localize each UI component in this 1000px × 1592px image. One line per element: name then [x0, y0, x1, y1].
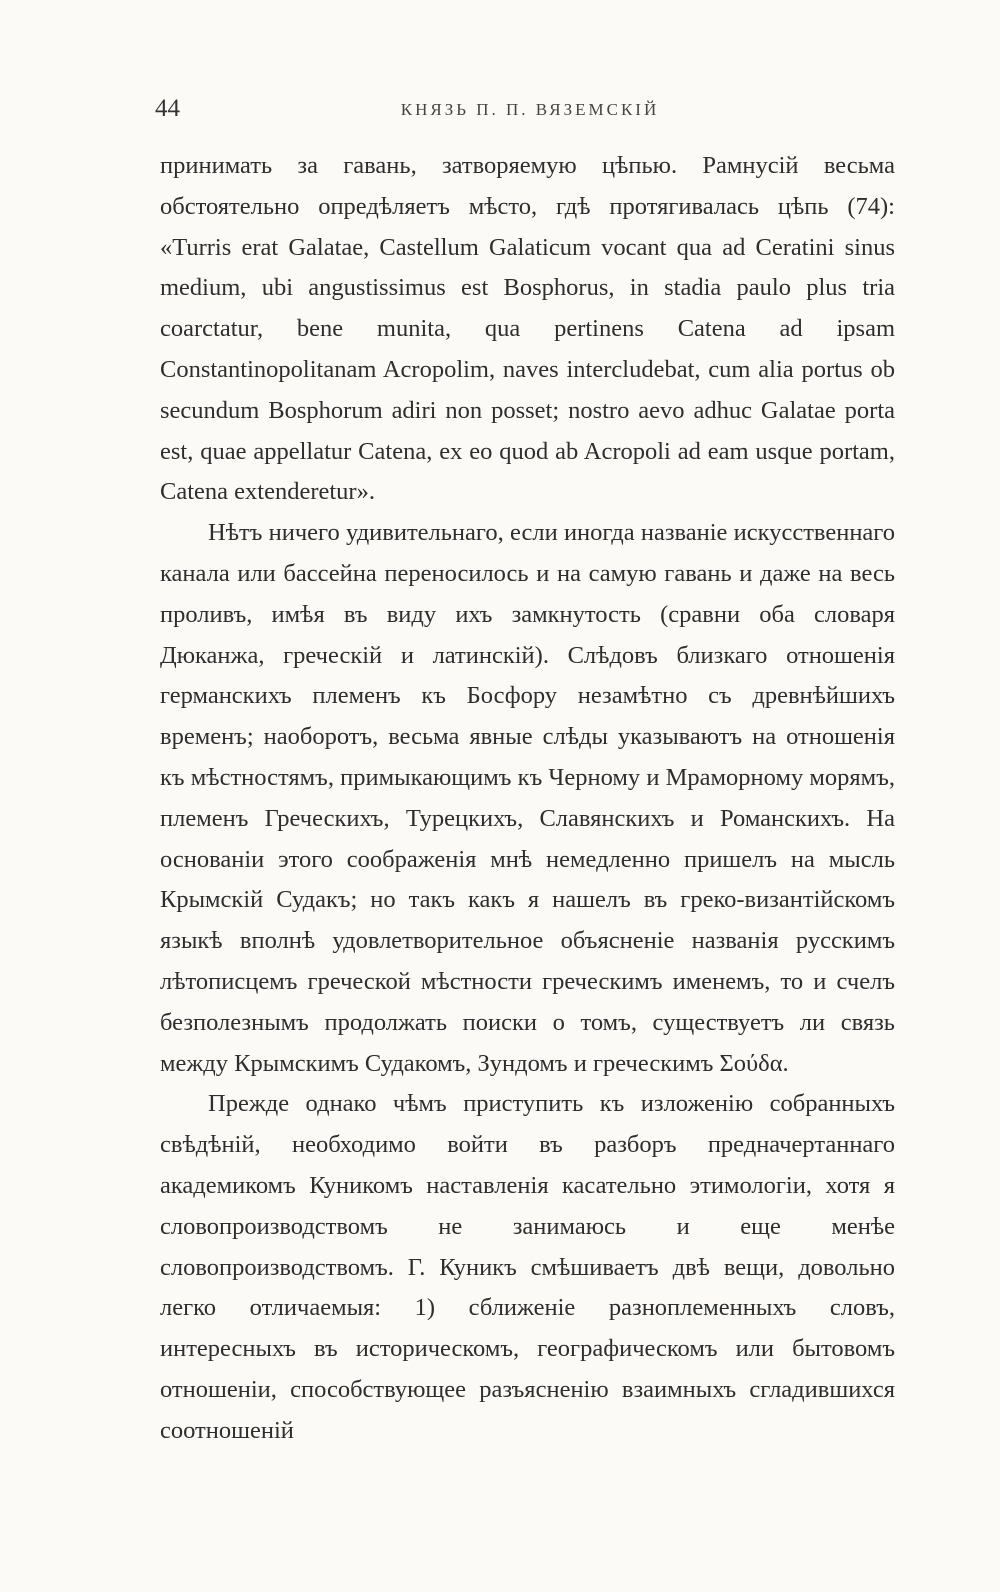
paragraph-2: Нѣтъ ничего удивительнаго, если иногда названіе искусственнаго канала или бассейна переносилось и на самую гавань и даже на весь проливъ, имѣя въ виду ихъ замкнутость (сравни оба словаря Дюканжа, греческій и латинскій). Слѣдовъ близкаго отношенія германскихъ племенъ къ Босфору незамѣтно съ древнѣйшихъ временъ; наоборотъ, весьма явные слѣды указываютъ на отношенія къ мѣстностямъ, примыкающимъ къ Черному и Мраморному морямъ, племенъ Греческихъ, Турецкихъ, Славянскихъ и Романскихъ. На основаніи этого соображенія мнѣ немедленно пришелъ на мысль Крымскій Судакъ; но такъ какъ я нашелъ въ греко-византійскомъ языкѣ вполнѣ удовлетворительное объясненіе названія русскимъ лѣтописцемъ греческой мѣстности греческимъ именемъ, то и счелъ безполезнымъ продолжать поиски о томъ, существуетъ ли связь между Крымскимъ Судакомъ, Зундомъ и греческимъ Σούδα. [160, 519, 895, 1077]
paragraph-1: принимать за гавань, затворяемую цѣпью. Рамнусій весьма обстоятельно опредѣляетъ мѣсто, гдѣ протягивалась цѣпь (74): «Turris erat Galatae, Castellum Galaticum vocant qua ad Ceratini sinus medium, ubi angustissimus est Bosphorus, in stadia paulo plus tria coarctatur, bene munita, qua pertinens Catena ad ipsam Constantinopolitanam Acropolim, naves intercludebat, cum alia portus ob secundum Bosphorum adiri non posset; nostro aevo adhuc Galatae porta est, quae appellatur Catena, ex eo quod ab Acropoli ad eam usque portam, Catena extenderetur». [160, 152, 895, 506]
paragraph-3: Прежде однако чѣмъ приступить къ изложенію собранныхъ свѣдѣній, необходимо войти въ разборъ предначертаннаго академикомъ Куникомъ наставленія касательно этимологіи, хотя я словопроизводствомъ не занимаюсь и еще менѣе словопроизводствомъ. Г. Куникъ смѣшиваетъ двѣ вещи, довольно легко отличаемыя: 1) сближеніе разноплеменныхъ словъ, интересныхъ въ историческомъ, географическомъ или бытовомъ отношеніи, способствующее разъясненію взаимныхъ сгладившихся соотношеній [160, 1090, 895, 1444]
body-text [160, 146, 895, 1452]
running-head: КНЯЗЬ П. П. ВЯЗЕМСКІЙ [400, 100, 660, 119]
page-header [155, 95, 905, 135]
page-number: 44 [155, 95, 180, 122]
